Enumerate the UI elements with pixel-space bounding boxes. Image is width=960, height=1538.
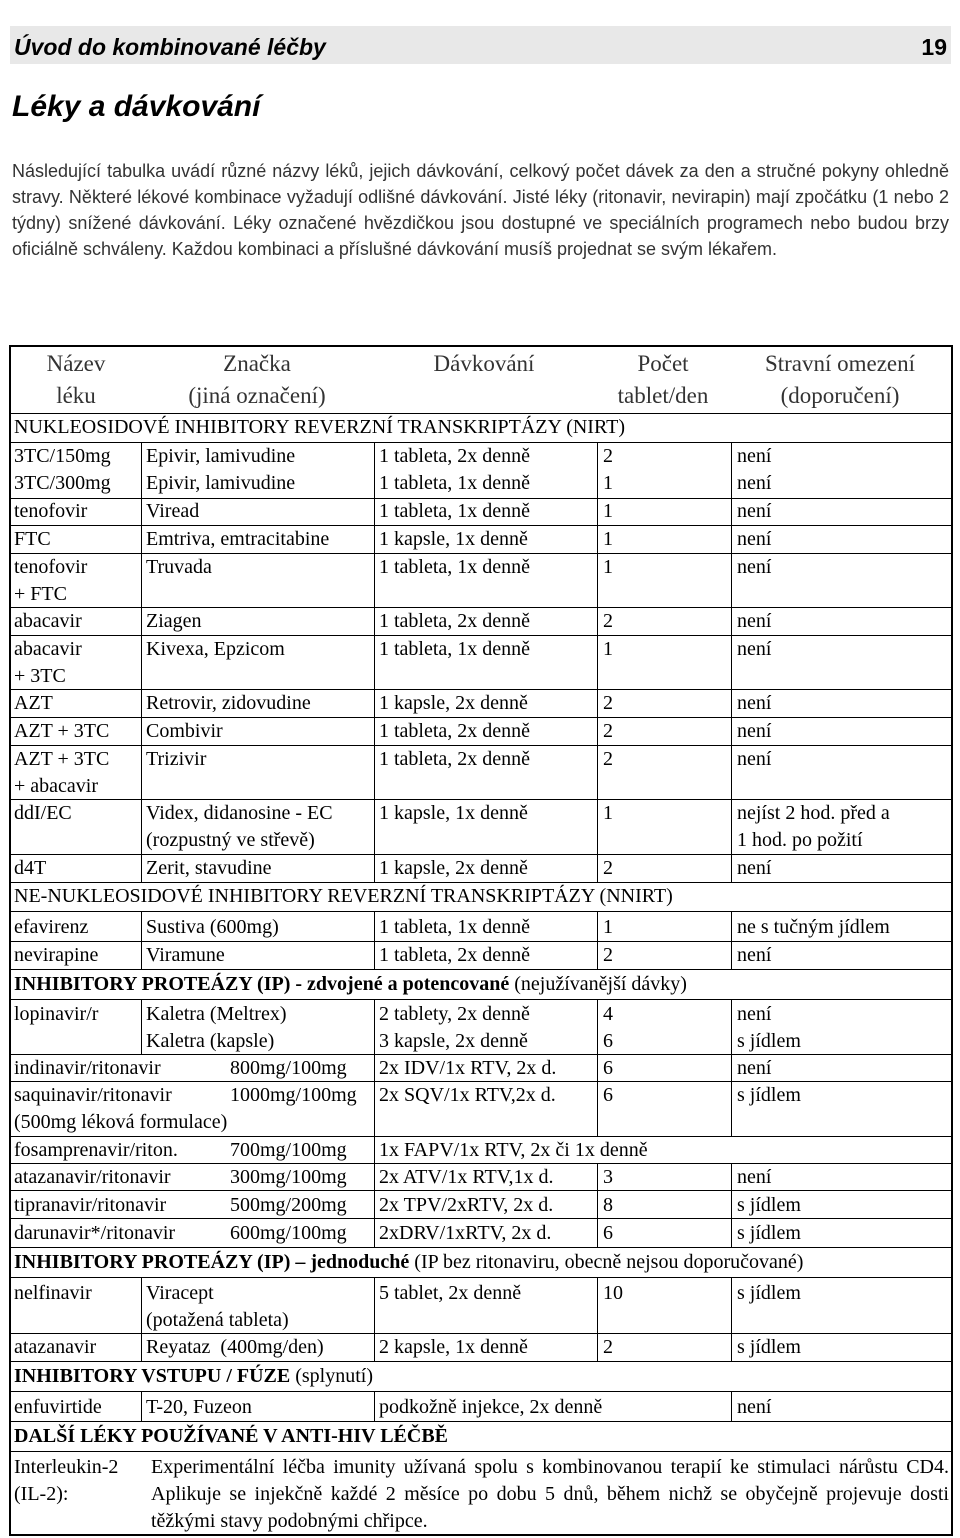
section-other: DALŠÍ LÉKY POUŽÍVANÉ V ANTI-HIV LÉČBĚ — [14, 1425, 449, 1447]
section-pi-boosted: INHIBITORY PROTEÁZY (IP) - zdvojené a potencované (nejužívanější dávky) — [14, 973, 687, 995]
page-header — [10, 26, 951, 64]
header-name: Název léku — [46, 351, 106, 408]
header-brand: Značka (jiná označení) — [188, 351, 326, 408]
header-diet: Stravní omezení (doporučení) — [764, 351, 916, 408]
header-dosing: Dávkování — [433, 351, 535, 376]
section-nnrti: NE-NUKLEOSIDOVÉ INHIBITORY REVERZNÍ TRANSKRIPTÁZY (NNIRT) — [14, 885, 673, 907]
header-count: Počet tablet/den — [617, 351, 709, 408]
section-nrti: NUKLEOSIDOVÉ INHIBITORY REVERZNÍ TRANSKRIPTÁZY (NIRT) — [14, 416, 625, 438]
drug-table: Název léku Značka (jiná označení) Dávkování Počet tablet/den Stravní omezení (doporučení) NUKLEOSIDOVÉ INHIBITORY REVERZNÍ TRANSKRIPTÁZY (NIRT) 3TC/150mg Epivir, lamivudine 1 tableta, 2x denně 2 není 3TC/300mg Epivir, lamivudine 1 tableta, 1x denně 1 není tenofovir Viread 1 tableta, 1x denně 1 není FTC Emtriva, emtracitabine 1 kapsle, 1x denně 1 není tenofovir Truvada 1 tableta, 1x denně 1 není + FTC abacavir Ziagen 1 tableta, 2x denně 2 není abacavir Kivexa, Epzicom 1 tableta, 1x denně 1 není + 3TC AZT Retrovir, zidovudine 1 kapsle, 2x denně 2 není AZT + 3TC Combivir 1 tableta, 2x denně 2 není AZT + 3TC Trizivir 1 tableta, 2x denně 2 není + abacavir ddI/EC Videx, didanosine - EC 1 kapsle, 1x denně 1 nejíst 2 hod. před a (rozpustný ve střevě) 1 hod. po požití d4T Zerit, stavudine 1 kapsle, 2x denně 2 není NE-NUKLEOSIDOVÉ INHIBITORY REVERZNÍ TRANSKRIPTÁZY (NNIRT) efavirenz Sustiva (600mg) 1 tableta, 1x denně 1 ne s tučným jídlem nevirapine Viramune 1 tableta, 2x denně 2 není INHIBITORY PROTEÁZY (IP) - zdvojené a potencované (nejužívanější dávky) lopinavir/r Kaletra (Meltrex) 2 tablety, 2x denně 4 není Kaletra (kapsle) 3 kapsle, 2x denně 6 s jídlem indinavir/ritonavir 800mg/100mg 2x IDV/1x RTV, 2x d. 6 není saquinavir/ritonavir 1000mg/100mg 2x SQV/1x RTV,2x d. 6 s jídlem (500mg léková formulace) fosamprenavir/riton. 700mg/100mg 1x FAPV/1x RTV, 2x či 1x denně atazanavir/ritonavir 300mg/100mg 2x ATV/1x RTV,1x d. 3 není tipranavir/ritonavir 500mg/200mg 2x TPV/2xRTV, 2x d. 8 s jídlem darunavir*/ritonavir 600mg/100mg 2xDRV/1xRTV, 2x d. 6 s jídlem INHIBITORY PROTEÁZY (IP) – jednoduché (IP bez ritonaviru, obecně nejsou doporučované) nelfinavir Viracept 5 tablet, 2x denně 10 s jídlem (potažená tableta) atazanavir Reyataz (400mg/den) 2 kapsle, 1x denně 2 s jídlem INHIBITORY VSTUPU / FÚZE (splynutí) enfuvirtide T-20, Fuzeon podkožně injekce, 2x denně není DALŠÍ LÉKY POUŽÍVANÉ V ANTI-HIV LÉČBĚ Interleukin-2 (IL-2): Experimentální léčba imunity užívaná spolu s kombinovanou terapií ke stimulaci nárůstu CD4. Aplikuje se injekčně každé 2 měsíce po dobu 5 dnů, během nichž se obyčejně projevuje dosti těžkými stavy podobnými chřipce. — [9, 345, 953, 1536]
chapter-title: Úvod do kombinované léčby — [14, 34, 326, 60]
page-title: Léky a dávkování — [12, 90, 261, 123]
section-entry-inhibitors: INHIBITORY VSTUPU / FÚZE (splynutí) — [14, 1365, 373, 1387]
section-pi-single: INHIBITORY PROTEÁZY (IP) – jednoduché (IP bez ritonaviru, obecně nejsou doporučované) — [14, 1251, 804, 1273]
intro-paragraph: Následující tabulka uvádí různé názvy léků, jejich dávkování, celkový počet dávek za den a stručné pokyny ohledně stravy. Některé lékové kombinace vyžadují odlišné dávkování. Jisté léky (ritonavir, nevirapin) mají zpočátku (1 nebo 2 týdny) snížené dávkování. Léky označené hvězdičkou jsou dostupné ve speciálních programech nebo budou brzy oficiálně schváleny. Každou kombinaci a příslušné dávkování musíš projednat se svým lékařem. — [12, 161, 949, 259]
page-number: 19 — [921, 34, 947, 60]
interleukin-note: Experimentální léčba imunity užívaná spolu s kombinovanou terapií ke stimulaci nárůstu CD4. Aplikuje se injekčně každé 2 měsíce po dobu 5 dnů, během nichž se obyčejně projevuje dosti těžkými stavy podobnými chřipce. — [151, 1456, 949, 1532]
